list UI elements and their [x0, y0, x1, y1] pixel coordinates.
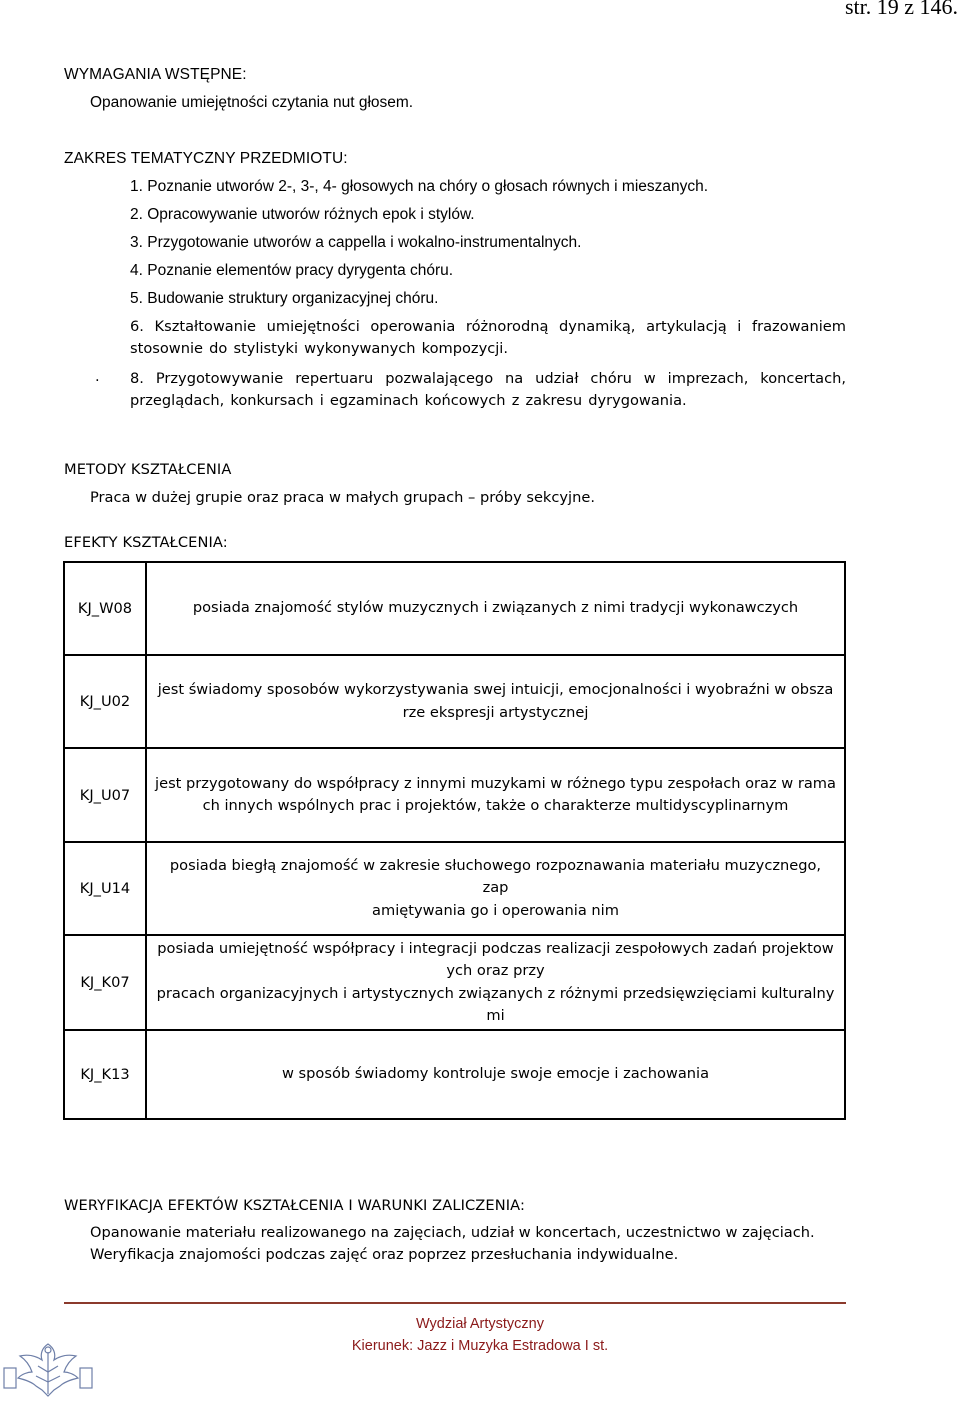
- effect-line: jest świadomy sposobów wykorzystywania swej intuicji, emocjonalności i wyobraźni w obsza: [157, 681, 834, 698]
- footer-faculty: Wydział Artystyczny: [416, 1316, 544, 1332]
- effect-code: KJ_K07: [64, 935, 146, 1030]
- verification-line-1: Opanowanie materiału realizowanego na zajęciach, udział w koncertach, uczestnictwo w zajęciach.: [90, 1224, 815, 1241]
- methods-text: Praca w dużej grupie oraz praca w małych grupach – próby sekcyjne.: [90, 489, 595, 506]
- footer-divider: [64, 1302, 846, 1304]
- footer-program: Kierunek: Jazz i Muzyka Estradowa I st.: [351, 1338, 609, 1354]
- table-row: [64, 655, 845, 748]
- scope-item-2: 2. Opracowywanie utworów różnych epok i stylów.: [130, 206, 475, 223]
- table-row: [64, 842, 845, 935]
- effects-heading: EFEKTY KSZTAŁCENIA:: [64, 534, 228, 551]
- university-eagle-icon: [2, 1338, 94, 1414]
- effect-code: KJ_U07: [64, 748, 146, 842]
- effect-description: [146, 562, 845, 655]
- effect-code: KJ_W08: [64, 562, 146, 655]
- effect-line: rze ekspresji artystycznej: [402, 703, 589, 721]
- table-row: [64, 935, 845, 1030]
- scope-heading: ZAKRES TEMATYCZNY PRZEDMIOTU:: [64, 150, 348, 167]
- scope-item-4: 4. Poznanie elementów pracy dyrygenta chóru.: [130, 262, 454, 279]
- table-row: [64, 748, 845, 842]
- effect-line: pracach organizacyjnych i artystycznych związanych z różnymi przedsięwzięciami kulturalny: [156, 984, 835, 1002]
- effect-code: KJ_U14: [64, 842, 146, 935]
- effect-line: posiada znajomość stylów muzycznych i związanych z nimi tradycji wykonawczych: [192, 599, 799, 617]
- effect-line: ych oraz przy: [446, 962, 545, 979]
- verification-line-2: Weryfikacja znajomości podczas zajęć oraz poprzez przesłuchania indywidualne.: [90, 1246, 679, 1263]
- effect-description: [146, 935, 845, 1030]
- effect-line: w sposób świadomy kontroluje swoje emocje i zachowania: [281, 1065, 710, 1083]
- effect-description: [146, 842, 845, 935]
- scope-item-8: 8. Przygotowywanie repertuaru pozwalającego na udział chóru w imprezach, koncertach, przeglądach, konkursach i egzaminach końcowych z zakresu dyrygowania.: [130, 370, 846, 409]
- scope-item-5: 5. Budowanie struktury organizacyjnej chóru.: [130, 290, 439, 307]
- effect-line: mi: [486, 1007, 505, 1024]
- verification-heading: WERYFIKACJA EFEKTÓW KSZTAŁCENIA I WARUNKI ZALICZENIA:: [64, 1197, 525, 1214]
- requirements-heading: WYMAGANIA WSTĘPNE:: [64, 66, 247, 83]
- effect-line: jest przygotowany do współpracy z innymi muzykami w różnego typu zespołach oraz w rama: [155, 774, 836, 792]
- effect-code: KJ_U02: [64, 655, 146, 748]
- effect-line: amiętywania go i operowania nim: [372, 901, 619, 919]
- effect-code: KJ_K13: [64, 1030, 146, 1119]
- effect-description: [146, 748, 845, 842]
- effects-table: [63, 561, 846, 1120]
- table-row: [64, 562, 845, 655]
- effect-line: posiada biegłą znajomość w zakresie słuchowego rozpoznawania materiału muzycznego, zap: [169, 856, 822, 897]
- requirements-text: Opanowanie umiejętności czytania nut głosem.: [90, 94, 414, 111]
- page-number: str. 19 z 146.: [844, 0, 958, 19]
- effect-line: posiada umiejętność współpracy i integracji podczas realizacji zespołowych zadań projektow: [157, 939, 834, 957]
- scope-item-1: 1. Poznanie utworów 2-, 3-, 4- głosowych na chóry o głosach równych i mieszanych.: [130, 178, 709, 195]
- scope-stray-dot: .: [95, 368, 100, 385]
- table-row: [64, 1030, 845, 1119]
- effect-line: ch innych wspólnych prac i projektów, także o charakterze multidyscyplinarnym: [202, 797, 789, 814]
- methods-heading: METODY KSZTAŁCENIA: [64, 461, 232, 478]
- university-logo: [2, 1338, 94, 1414]
- effect-description: [146, 1030, 845, 1119]
- effect-description: [146, 655, 845, 748]
- scope-item-6: 6. Kształtowanie umiejętności operowania różnorodną dynamiką, artykulacją i frazowaniem stosownie do stylistyki wykonywanych kompozycji.: [130, 318, 846, 357]
- scope-item-3: 3. Przygotowanie utworów a cappella i wokalno-instrumentalnych.: [130, 234, 582, 251]
